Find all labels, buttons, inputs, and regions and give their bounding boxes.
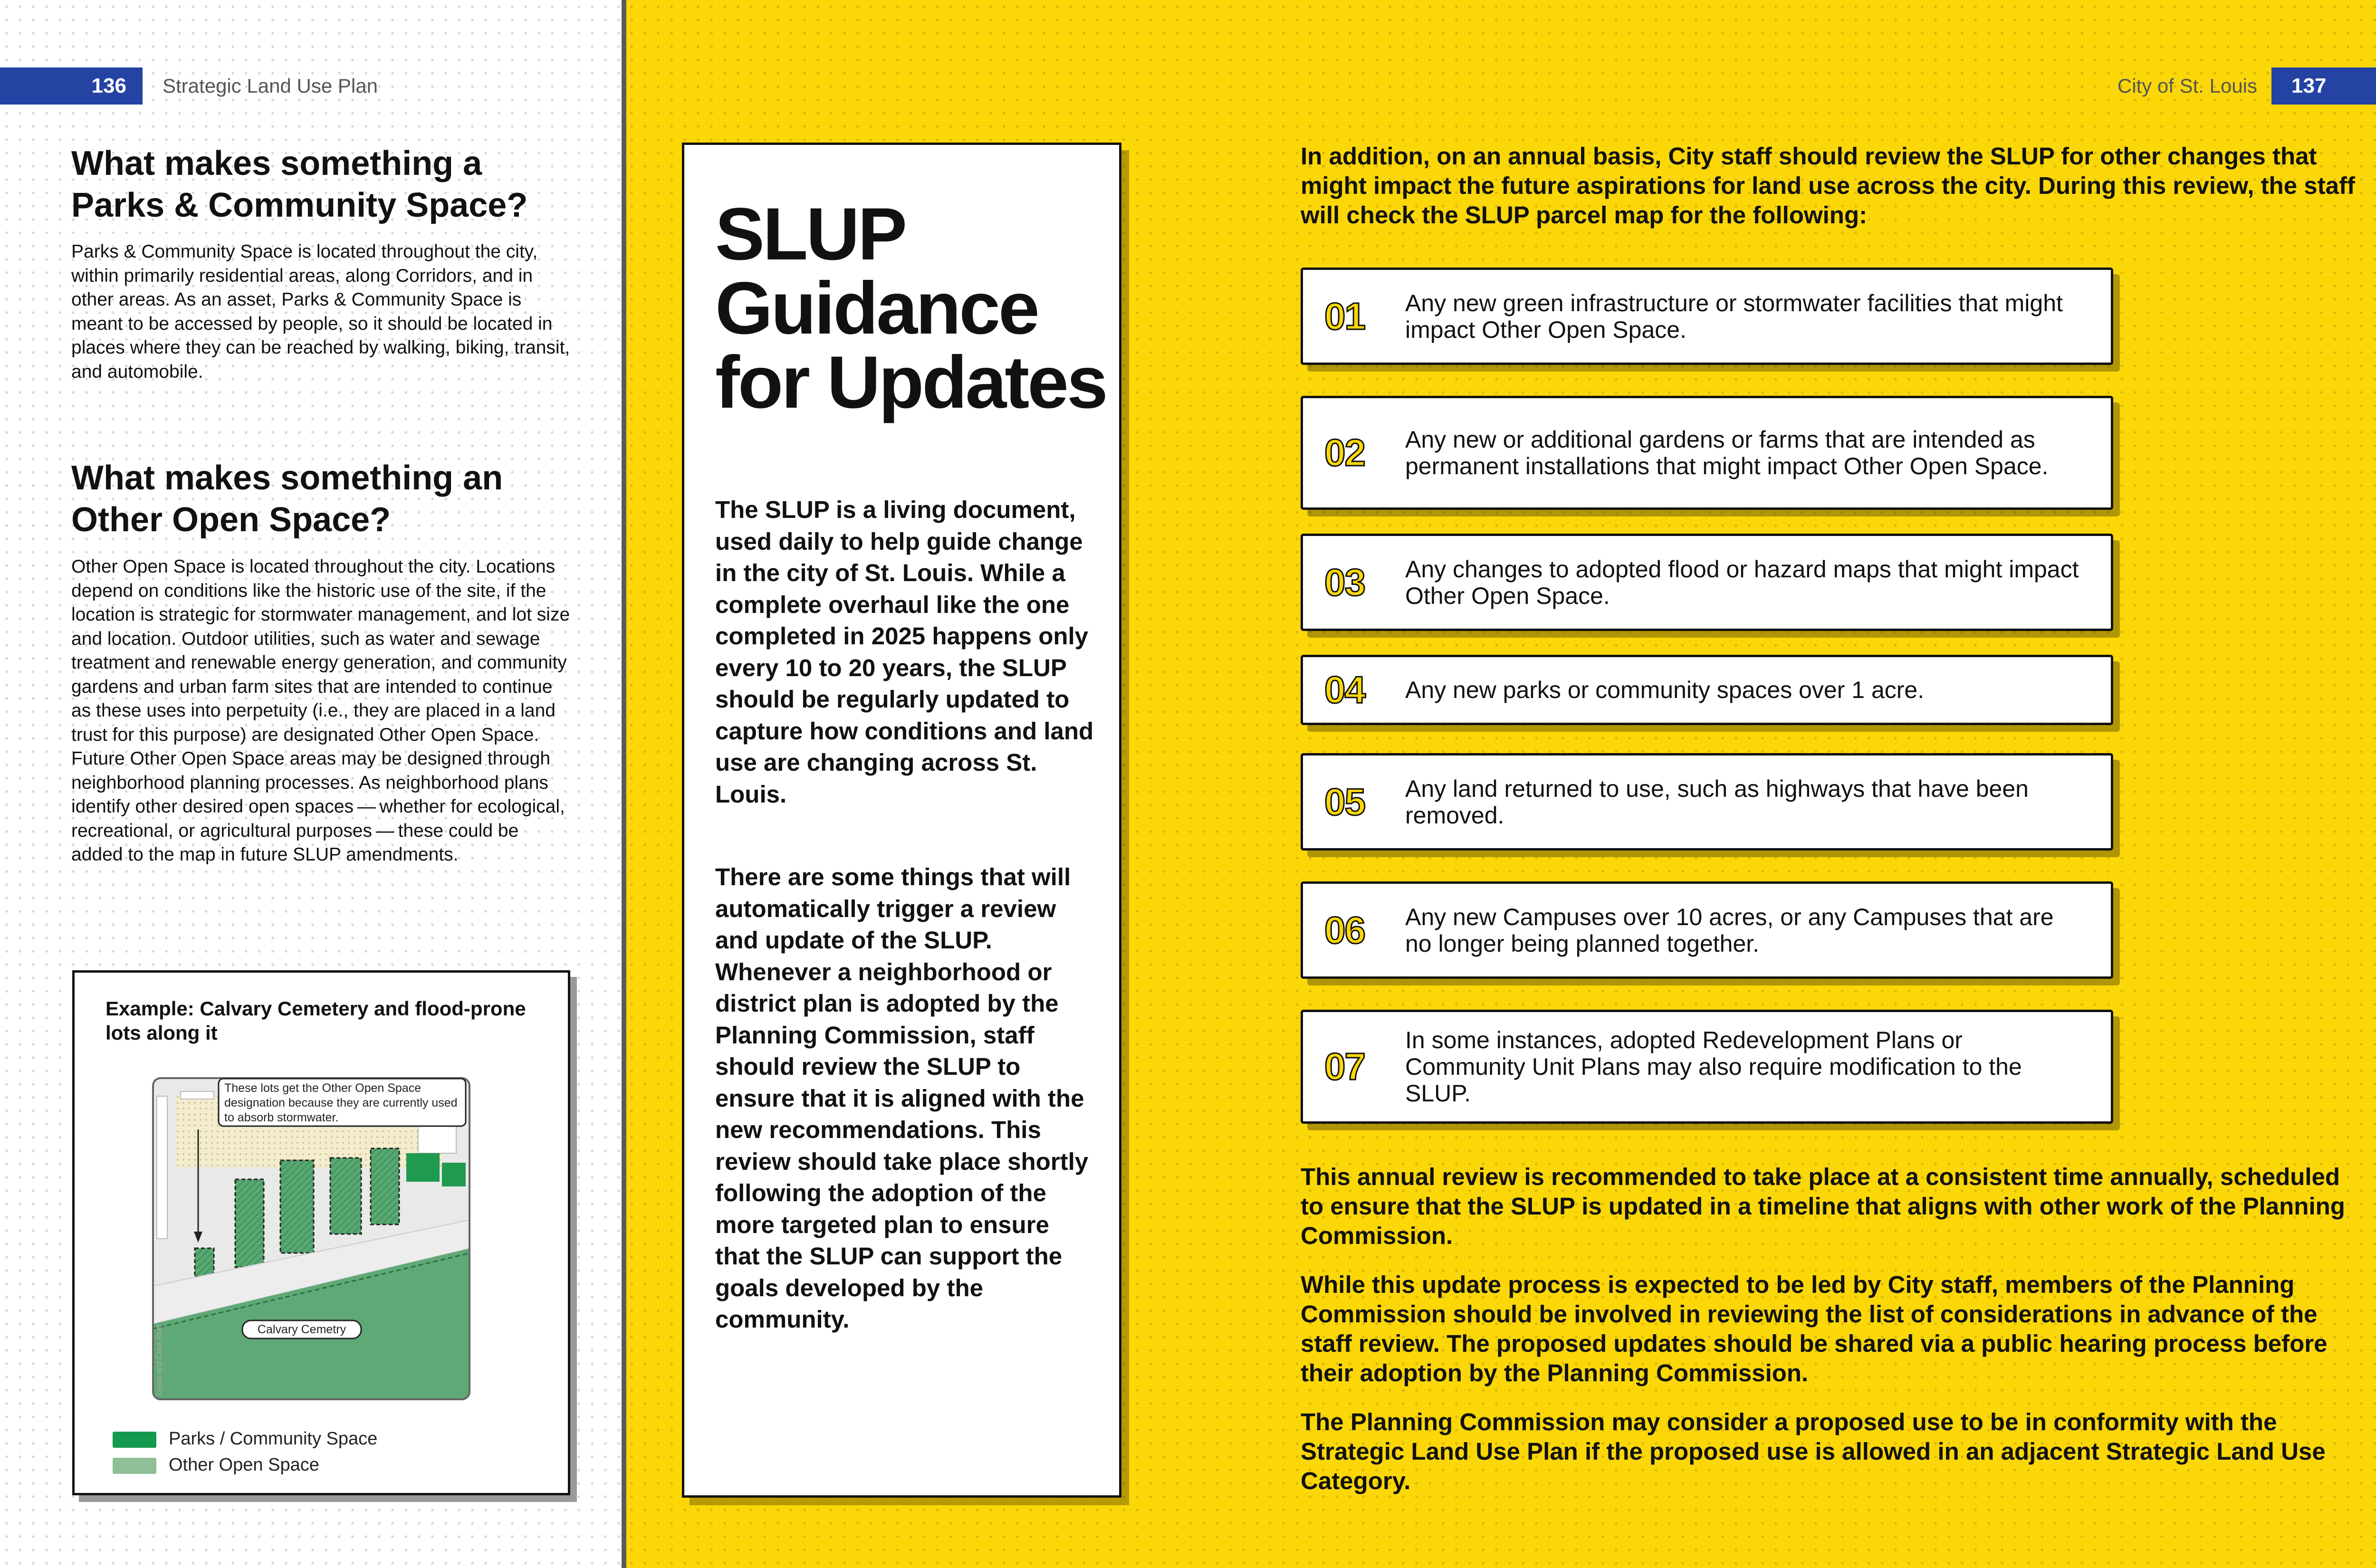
street-label: Lewis and Clark Blvd	[155, 1324, 163, 1396]
calvary-map	[152, 1077, 470, 1400]
checklist-number: 01	[1324, 295, 1365, 337]
conformity-statement: The Planning Commission may consider a proposed use to be in conformity with the Strategic Land Use Plan if the proposed use is allowed in an adjacent Strategic Land Use Category.	[1301, 1408, 2326, 1494]
checklist-text: Any new or additional gardens or farms that are intended as permanent installations that might impact Other Open Space.	[1405, 426, 2049, 479]
flood-lot-5	[371, 1148, 399, 1224]
checklist-text: Any new green infrastructure or stormwater facilities that might impact Other Open Space.	[1405, 289, 2063, 343]
flood-lot-2	[235, 1179, 264, 1267]
legend-other-open-space	[113, 1455, 319, 1475]
left-page-number: 136	[0, 67, 143, 105]
flood-lot-1	[195, 1248, 214, 1277]
slup-title-line1: SLUP	[715, 193, 906, 276]
annual-review-intro: In addition, on an annual basis, City staff should review the SLUP for other changes that might impact the future aspirations for land use across the city. During this review, the staff will check the SLUP parcel map for the following:	[1301, 143, 2355, 229]
checklist-item-05	[1301, 753, 2113, 851]
checklist-item-02	[1301, 396, 2113, 510]
annual-review-timing: This annual review is recommended to take place at a consistent time annually, scheduled to ensure that the SLUP is updated in a timeline that aligns with other work of the Planning Commission.	[1301, 1163, 2345, 1249]
example-card	[72, 970, 570, 1495]
map-callout-text: These lots get the Other Open Space designation because they are currently used to absorb stormwater.	[224, 1081, 458, 1124]
checklist-number: 04	[1324, 669, 1365, 711]
checklist-text: In some instances, adopted Redevelopment Plans or Community Unit Plans may also require modification to the SLUP.	[1405, 1027, 2022, 1107]
slup-guidance-card	[682, 143, 1121, 1498]
left-running-title: Strategic Land Use Plan	[163, 75, 378, 97]
flood-lot-4	[330, 1158, 361, 1234]
example-title: Example: Calvary Cemetery and flood-prone lots along it	[105, 997, 526, 1044]
checklist-number: 03	[1324, 561, 1365, 603]
flood-lot-3	[280, 1160, 314, 1253]
checklist-item-04	[1301, 655, 2113, 725]
checklist-item-06	[1301, 881, 2113, 979]
checklist-number: 06	[1324, 908, 1365, 951]
checklist-item-03	[1301, 534, 2113, 631]
checklist-number: 07	[1324, 1045, 1365, 1088]
legend-parks	[113, 1429, 377, 1449]
planning-commission-involvement: While this update process is expected to be led by City staff, members of the Planning Commission should be involved in reviewing the list of considerations in advance of the staff review. The proposed updates should be shared via a public hearing process before their adoption by the Planning Commission.	[1301, 1271, 2328, 1386]
checklist-text: Any new parks or community spaces over 1 acre.	[1405, 677, 1925, 703]
legend-parks-swatch	[113, 1432, 156, 1448]
checklist-number: 02	[1324, 431, 1365, 474]
right-page-number: 137	[2271, 67, 2376, 105]
slup-title-line3: for Updates	[715, 341, 1106, 424]
legend-open-space-label: Other Open Space	[169, 1455, 319, 1475]
slup-paragraph-2: There are some things that will automatically trigger a review and update of the SLUP. Whenever a neighborhood or district plan is adopted by the Planning Commission, staff should review the SLUP to ensure that it is aligned with the new recommendations. This review should take place shortly following the adoption of the more targeted plan to ensure that the SLUP can support the goals developed by the community.	[715, 863, 1089, 1333]
legend-parks-label: Parks / Community Space	[169, 1429, 378, 1449]
slup-title-line2: Guidance	[715, 267, 1038, 350]
slup-paragraph-1: The SLUP is a living document, used daily to help guide change in the city of St. Louis. While a complete overhaul like the one completed in 2025 happens only every 10 to 20 years, the SLUP should be regularly updated to capture how conditions and land use are changing across St. Louis.	[715, 496, 1094, 808]
checklist-number: 05	[1324, 780, 1365, 823]
parks-body: Parks & Community Space is located throughout the city, within primarily residential areas, along Corridors, and in other areas. As an asset, Parks & Community Space is meant to be accessed by people, so it should be located in places where they can be reached by walking, biking, transit, and automobile.	[71, 241, 570, 382]
parks-heading: What makes something a Parks & Community Space?	[71, 144, 528, 224]
cemetery-label: Calvary Cemetry	[257, 1323, 346, 1336]
checklist-text: Any land returned to use, such as highways that have been removed.	[1405, 775, 2029, 829]
checklist-item-01	[1301, 268, 2113, 365]
checklist-text: Any new Campuses over 10 acres, or any Campuses that are no longer being planned together.	[1405, 903, 2054, 957]
checklist-item-07	[1301, 1010, 2113, 1124]
page-fold	[622, 0, 626, 1568]
legend-open-space-swatch	[113, 1458, 156, 1474]
open-space-body: Other Open Space is located throughout the city. Locations depend on conditions like the historic use of the site, if the location is strategic for stormwater management, and lot size and location. Outdoor utilities, such as water and sewage treatment and renewable energy generation, and community gardens and urban farm sites that are intended to continue as these uses into perpetuity (i.e., they are placed in a land trust for this purpose) are designated Other Open Space. Future Other Open Space areas may be designed through neighborhood planning processes. As neighborhood plans identify other desired open spaces — whether for ecological, recreational, or agricultural purposes — these could be added to the map in future SLUP amendments.	[71, 556, 570, 865]
right-running-title: City of St. Louis	[2117, 75, 2257, 97]
open-space-heading: What makes something an Other Open Space?	[71, 459, 503, 539]
checklist-text: Any changes to adopted flood or hazard maps that might impact Other Open Space.	[1405, 555, 2079, 609]
slup-title	[715, 193, 1119, 424]
